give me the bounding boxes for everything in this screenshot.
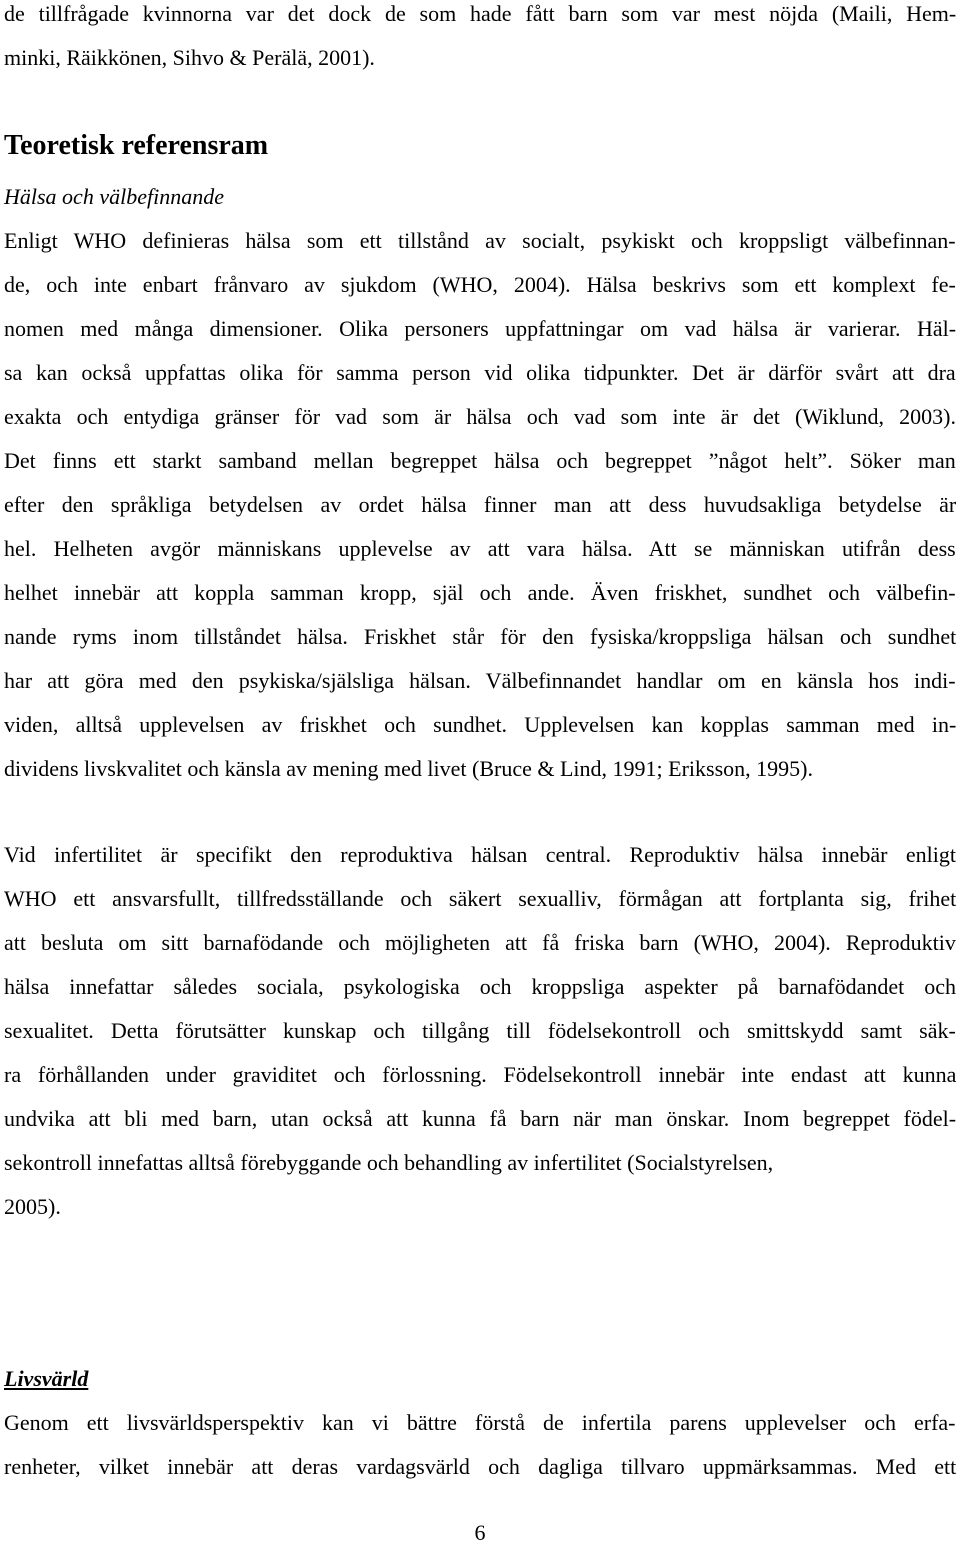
body-line: sekontroll innefattas alltså förebyggande och behandling av infertilitet (Socialstyrelsen, <box>4 1150 774 1175</box>
page-number: 6 <box>474 1520 486 1545</box>
body-line: WHO ett ansvarsfullt, tillfredsställande och säkert sexualliv, förmågan att fortplanta sig, frihet <box>4 886 957 911</box>
subheading-halsa: Hälsa och välbefinnande <box>4 184 224 209</box>
body-line: minki, Räikkönen, Sihvo & Perälä, 2001). <box>4 45 375 70</box>
body-line: ra förhållanden under graviditet och förlossning. Födelsekontroll innebär inte endast att kunna <box>4 1062 957 1087</box>
body-line: att besluta om sitt barnafödande och möjligheten att få friska barn (WHO, 2004). Reproduktiv <box>4 930 956 955</box>
body-line: exakta och entydiga gränser för vad som är hälsa och vad som inte är det (Wiklund, 2003). <box>4 404 956 429</box>
body-line: viden, alltså upplevelsen av friskhet och sundhet. Upplevelsen kan kopplas samman med in- <box>4 712 957 737</box>
document-page <box>4 0 956 1552</box>
body-line: efter den språkliga betydelsen av ordet hälsa finner man att dess huvudsakliga betydelse är <box>4 492 957 517</box>
body-line: hälsa innefattar således sociala, psykologiska och kroppsliga aspekter på barnafödandet och <box>4 974 956 999</box>
body-line: 2005). <box>4 1194 61 1219</box>
body-line: dividens livskvalitet och känsla av mening med livet (Bruce & Lind, 1991; Eriksson, 1995). <box>4 756 813 781</box>
body-line: Genom ett livsvärldsperspektiv kan vi bättre förstå de infertila parens upplevelser och erfa- <box>4 1410 956 1435</box>
body-line: hel. Helheten avgör människans upplevelse av att vara hälsa. Att se människan utifrån dess <box>4 536 956 561</box>
body-line: de tillfrågade kvinnorna var det dock de som hade fått barn som var mest nöjda (Maili, Hem- <box>4 1 957 26</box>
section-heading-livsvarld: Livsvärld <box>4 1366 89 1391</box>
body-line: har att göra med den psykiska/själsliga hälsan. Välbefinnandet handlar om en känsla hos indi- <box>4 668 956 693</box>
body-line: Det finns ett starkt samband mellan begreppet hälsa och begreppet ”något helt”. Söker man <box>4 448 956 473</box>
body-line: de, och inte enbart frånvaro av sjukdom (WHO, 2004). Hälsa beskrivs som ett komplext fe- <box>4 272 956 297</box>
body-line: renheter, vilket innebär att deras vardagsvärld och dagliga tillvaro uppmärksammas. Med ett <box>4 1454 957 1479</box>
body-line: Enligt WHO definieras hälsa som ett tillstånd av socialt, psykiskt och kroppsligt välbefinnan- <box>4 228 956 253</box>
body-line: undvika att bli med barn, utan också att kunna få barn när man önskar. Inom begreppet födel- <box>4 1106 957 1131</box>
body-line: sexualitet. Detta förutsätter kunskap och tillgång till födelsekontroll och smittskydd samt säk- <box>4 1018 956 1043</box>
body-line: nomen med många dimensioner. Olika personers uppfattningar om vad hälsa är varierar. Häl- <box>4 316 957 341</box>
body-line: nande ryms inom tillståndet hälsa. Friskhet står för den fysiska/kroppsliga hälsan och sundhet <box>4 624 957 649</box>
body-line: sa kan också uppfattas olika för samma person vid olika tidpunkter. Det är därför svårt att dra <box>4 360 956 385</box>
body-line: helhet innebär att koppla samman kropp, själ och ande. Även friskhet, sundhet och välbefin- <box>4 580 956 605</box>
section-heading-teoretisk-referensram: Teoretisk referensram <box>4 130 269 161</box>
body-line: Vid infertilitet är specifikt den reproduktiva hälsan central. Reproduktiv hälsa innebär enligt <box>4 842 956 867</box>
